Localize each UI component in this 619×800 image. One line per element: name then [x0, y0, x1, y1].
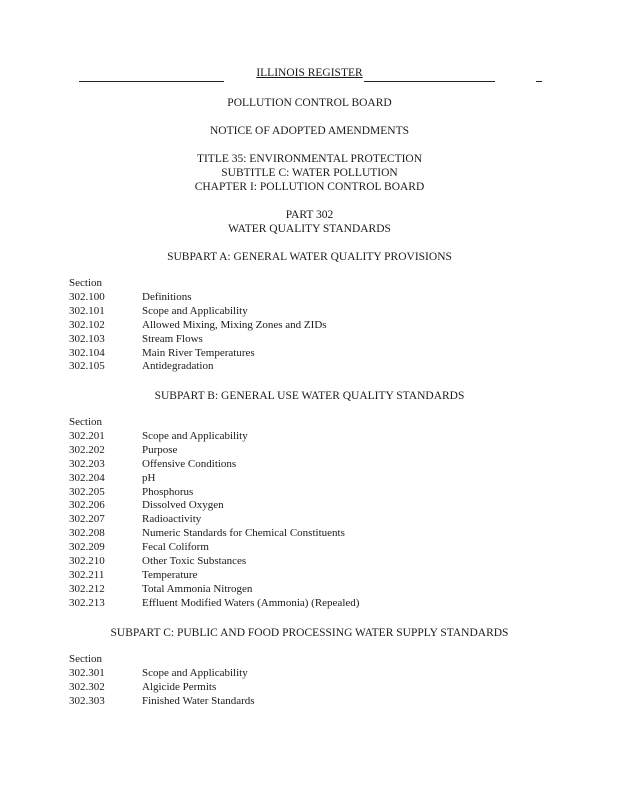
section-title: Antidegradation [142, 360, 214, 373]
section-title: Finished Water Standards [142, 694, 255, 707]
notice-title: NOTICE OF ADOPTED AMENDMENTS [209, 125, 410, 137]
subpart-b-section-list [69, 430, 359, 611]
section-title: Main River Temperatures [142, 346, 255, 359]
section-row [69, 527, 359, 541]
section-row [69, 569, 359, 583]
section-row [69, 305, 327, 319]
section-number: 302.210 [69, 555, 105, 568]
section-row [69, 319, 327, 333]
section-row [69, 291, 327, 305]
register-header: ILLINOIS REGISTER [256, 67, 363, 79]
section-number: 302.103 [69, 332, 105, 345]
subpart-c-heading: SUBPART C: PUBLIC AND FOOD PROCESSING WATER SUPPLY STANDARDS [110, 627, 509, 639]
section-title: Effluent Modified Waters (Ammonia) (Repealed) [142, 596, 360, 609]
subpart-b-heading: SUBPART B: GENERAL USE WATER QUALITY STANDARDS [154, 390, 465, 402]
subtitle-line: SUBTITLE C: WATER POLLUTION [221, 167, 398, 179]
section-row [69, 486, 359, 500]
section-number: 302.203 [69, 457, 105, 470]
section-number: 302.104 [69, 346, 105, 359]
section-row [69, 472, 359, 486]
section-number: 302.212 [69, 582, 105, 595]
subpart-c-section-list [69, 667, 255, 709]
section-title: Phosphorus [142, 485, 194, 498]
section-title: Purpose [142, 443, 178, 456]
section-title: pH [142, 471, 156, 484]
section-row [69, 667, 255, 681]
section-row [69, 430, 359, 444]
section-title: Scope and Applicability [142, 304, 248, 317]
section-title: Other Toxic Substances [142, 555, 247, 568]
section-title: Allowed Mixing, Mixing Zones and ZIDs [142, 318, 327, 331]
header-rule-right [364, 81, 495, 82]
part-number: PART 302 [285, 209, 334, 221]
subpart-a-section-list [69, 291, 327, 374]
section-number: 302.211 [69, 568, 105, 581]
section-number: 302.205 [69, 485, 105, 498]
section-label: Section [69, 416, 102, 428]
section-title: Scope and Applicability [142, 667, 248, 679]
section-title: Temperature [142, 568, 198, 581]
section-number: 302.204 [69, 471, 105, 484]
section-title: Radioactivity [142, 513, 202, 526]
section-number: 302.202 [69, 443, 105, 456]
section-number: 302.208 [69, 527, 105, 540]
section-number: 302.101 [69, 304, 105, 317]
section-row [69, 695, 255, 709]
section-title: Algicide Permits [142, 680, 217, 693]
section-number: 302.207 [69, 513, 105, 526]
section-title: Scope and Applicability [142, 430, 248, 442]
section-row [69, 597, 359, 611]
section-title: Total Ammonia Nitrogen [142, 582, 253, 595]
title-line: TITLE 35: ENVIRONMENTAL PROTECTION [196, 153, 423, 165]
section-title: Definitions [142, 291, 192, 303]
section-row [69, 444, 359, 458]
subpart-a-heading: SUBPART A: GENERAL WATER QUALITY PROVISIONS [167, 251, 452, 263]
section-row [69, 360, 327, 374]
section-title: Dissolved Oxygen [142, 499, 224, 512]
section-number: 302.209 [69, 541, 105, 554]
section-row [69, 458, 359, 472]
section-label: Section [69, 277, 102, 289]
section-title: Stream Flows [142, 332, 203, 345]
section-title: Offensive Conditions [142, 457, 237, 470]
section-label: Section [69, 653, 102, 665]
part-name: WATER QUALITY STANDARDS [228, 223, 391, 235]
section-row [69, 347, 327, 361]
header-rule-left [79, 81, 224, 82]
section-row [69, 681, 255, 695]
section-number: 302.302 [69, 680, 105, 693]
section-row [69, 583, 359, 597]
section-number: 302.213 [69, 596, 105, 609]
section-title: Fecal Coliform [142, 541, 209, 554]
section-row [69, 541, 359, 555]
section-title: Numeric Standards for Chemical Constituents [142, 527, 345, 540]
section-row [69, 555, 359, 569]
section-number: 302.301 [69, 667, 105, 679]
board-name: POLLUTION CONTROL BOARD [227, 97, 392, 109]
chapter-line: CHAPTER I: POLLUTION CONTROL BOARD [194, 181, 425, 193]
section-number: 302.102 [69, 318, 105, 331]
section-row [69, 333, 327, 347]
section-row [69, 499, 359, 513]
section-number: 302.303 [69, 694, 105, 707]
header-rule-dash [536, 81, 542, 82]
section-number: 302.201 [69, 430, 105, 442]
section-number: 302.206 [69, 499, 105, 512]
section-number: 302.105 [69, 360, 105, 373]
section-row [69, 513, 359, 527]
section-number: 302.100 [69, 291, 105, 303]
